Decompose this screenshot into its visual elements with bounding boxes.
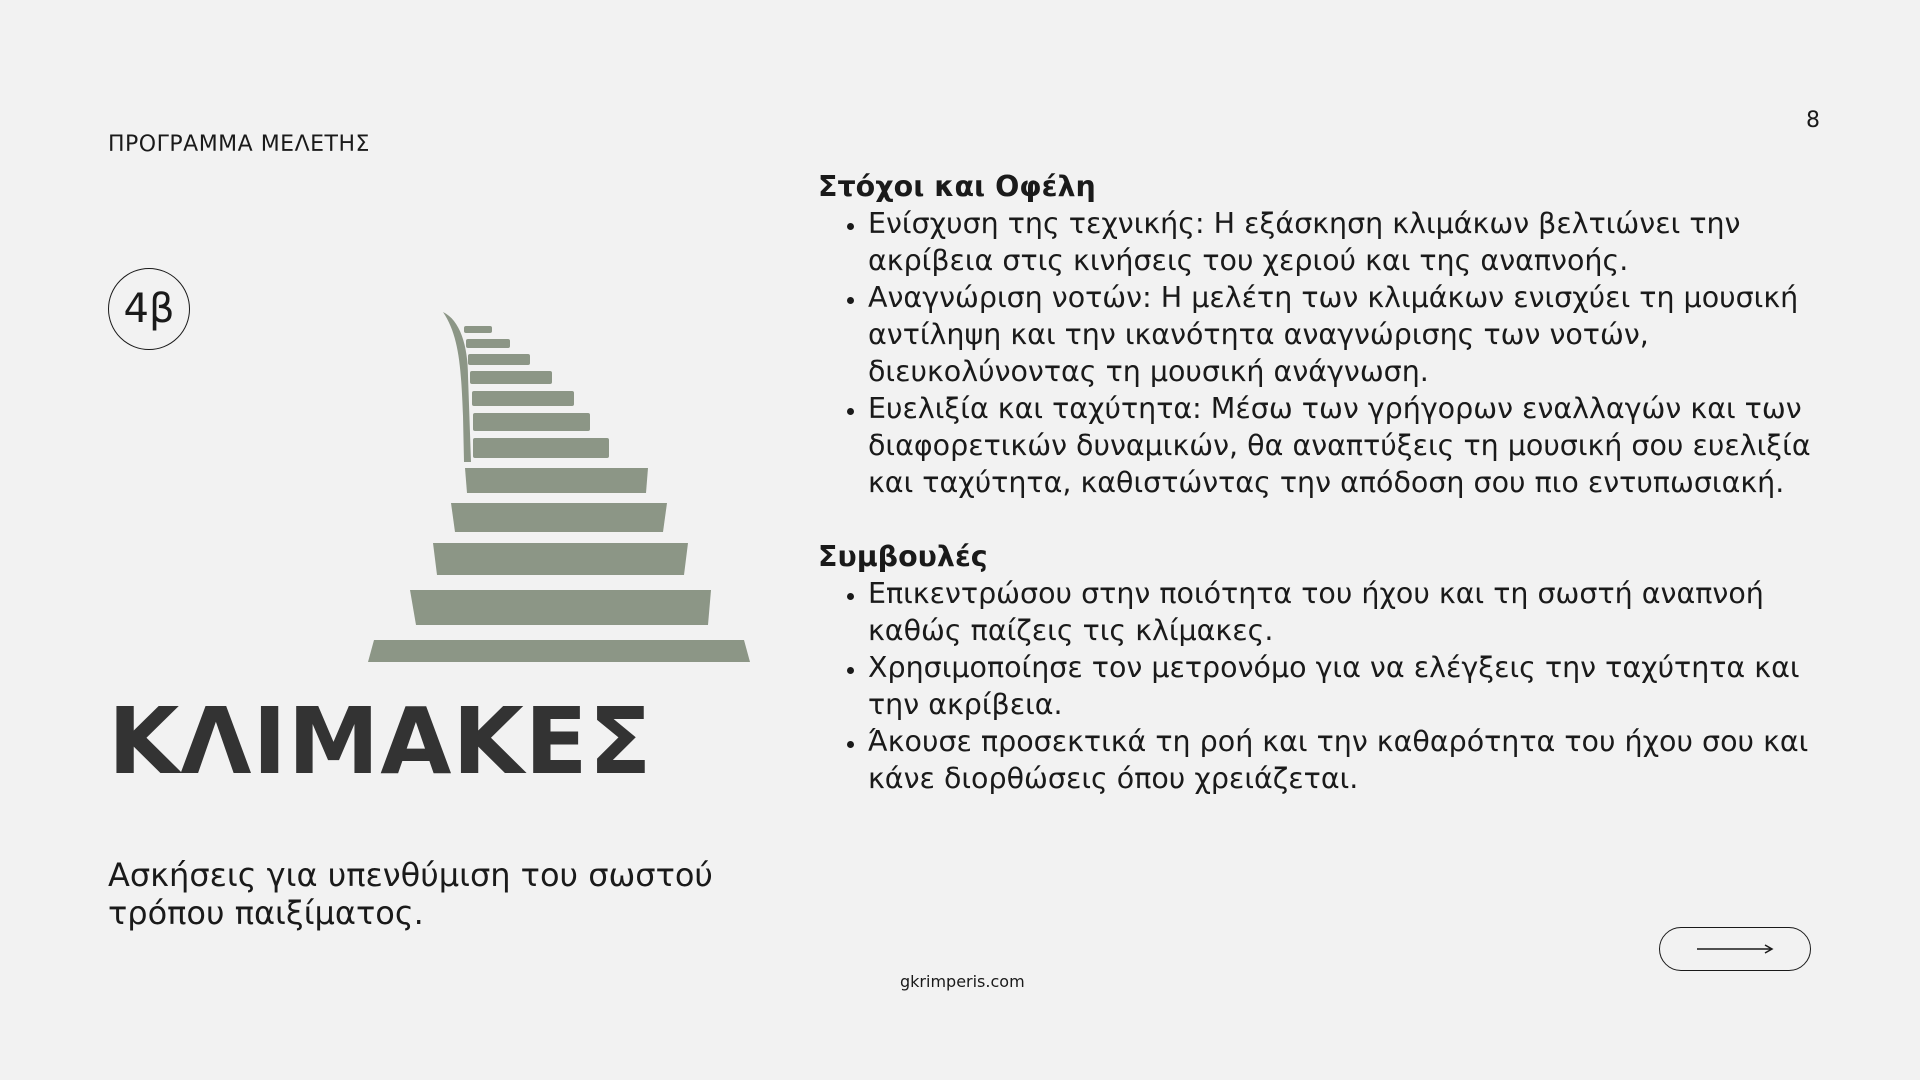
arrow-right-icon (1695, 943, 1775, 955)
list-item: • Επικεντρώσου στην ποιότητα του ήχου και τη σωστή αναπνοή καθώς παίζεις τις κλίμακες. (868, 575, 1828, 649)
list-item: • Χρησιμοποίησε τον μετρονόμο για να ελέγξεις την ταχύτητα και την ακρίβεια. (868, 649, 1828, 723)
list-item: • Άκουσε προσεκτικά τη ροή και την καθαρότητα του ήχου σου και κάνε διορθώσεις όπου χρειάζεται. (868, 723, 1828, 797)
content-column (818, 168, 1828, 797)
list-item: • Ευελιξία και ταχύτητα: Μέσω των γρήγορων εναλλαγών και των διαφορετικών δυναμικών, θα αναπτύξεις τη μουσική σου ευελιξία και ταχύτητα, καθιστώντας την απόδοση σου πιο εντυπωσιακή. (868, 390, 1828, 501)
list-item: • Αναγνώριση νοτών: Η μελέτη των κλιμάκων ενισχύει τη μουσική αντίληψη και την ικανότητα αναγνώρισης των νοτών, διευκολύνοντας τη μουσική ανάγνωση. (868, 279, 1828, 390)
section-badge (108, 268, 190, 350)
section-badge-label: 4β (123, 286, 175, 332)
goals-list (818, 205, 1828, 501)
list-item: • Ενίσχυση της τεχνικής: Η εξάσκηση κλιμάκων βελτιώνει την ακρίβεια στις κινήσεις του χεριού και της αναπνοής. (868, 205, 1828, 279)
tips-heading: Συμβουλές (818, 540, 988, 573)
section-label: ΠΡΟΓΡΑΜΜΑ ΜΕΛΕΤΗΣ (108, 132, 370, 157)
next-slide-button[interactable] (1659, 927, 1811, 971)
staircase-icon (360, 306, 760, 666)
footer-url[interactable]: gkrimperis.com (900, 972, 1025, 991)
page-subtitle: Ασκήσεις για υπενθύμιση του σωστού τρόπου παιξίματος. (108, 856, 713, 932)
goals-heading: Στόχοι και Οφέλη (818, 170, 1096, 203)
page-title: ΚΛΙΜΑΚΕΣ (108, 688, 653, 795)
tips-list (818, 575, 1828, 797)
page-number: 8 (1806, 108, 1820, 133)
